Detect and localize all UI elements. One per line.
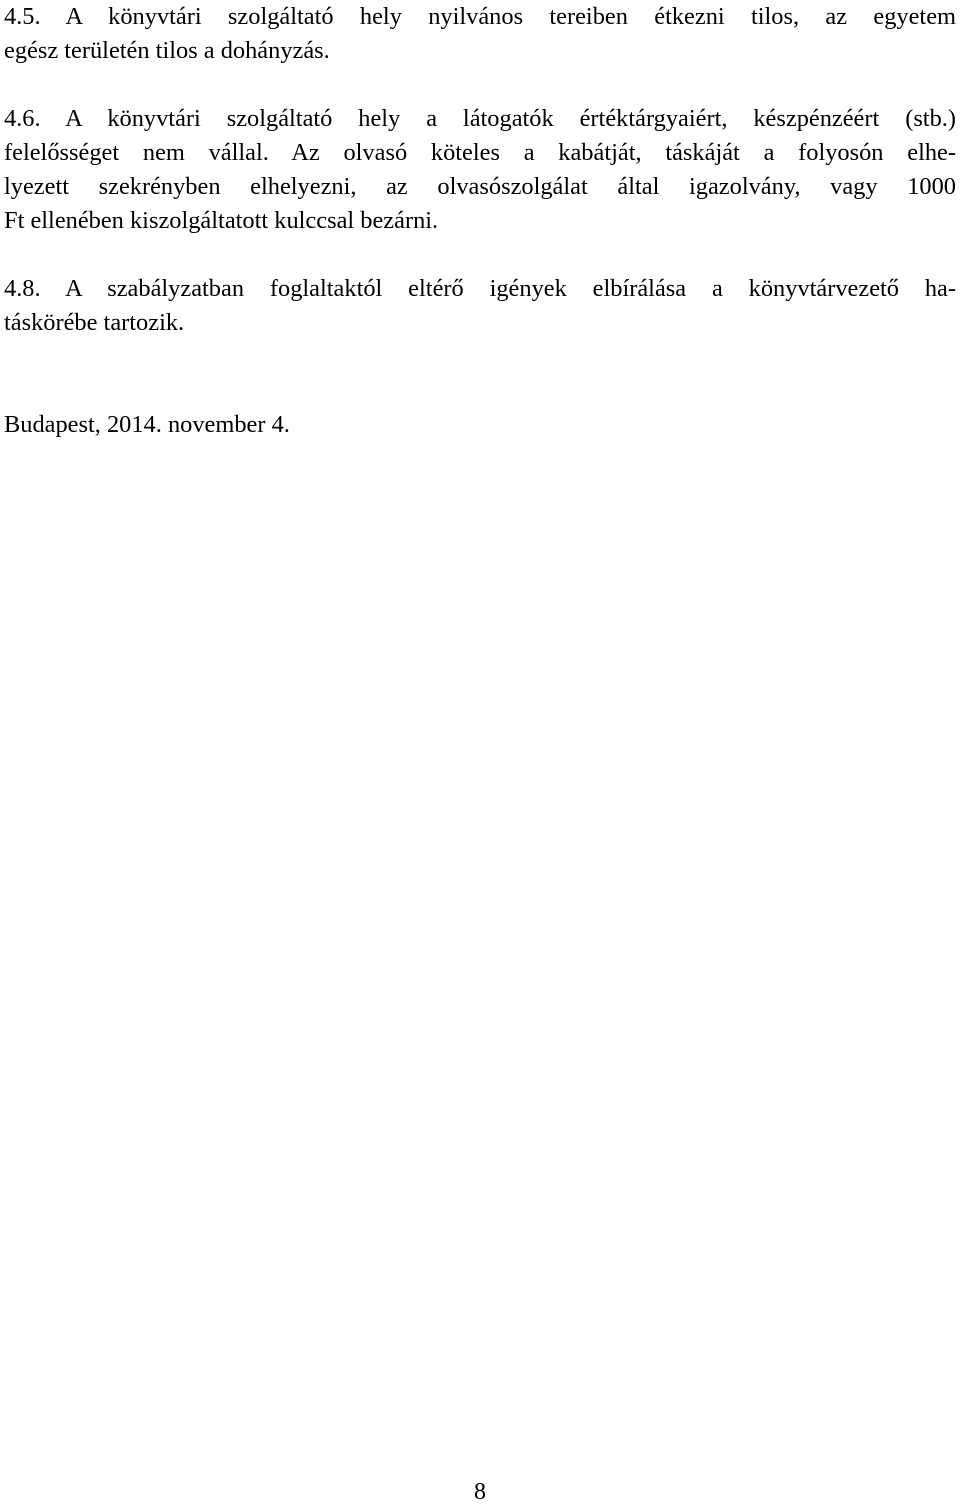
paragraph-line: lyezett szekrényben elhelyezni, az olvasószolgálat által igazolvány, vagy 1000 [4, 173, 956, 200]
page-number: 8 [474, 1479, 486, 1505]
paragraph-4-8 [4, 272, 956, 340]
paragraph-4-5 [4, 0, 956, 68]
paragraph-line: egész területén tilos a dohányzás. [4, 37, 330, 64]
paragraph-line: 4.5. A könyvtári szolgáltató hely nyilvános tereiben étkezni tilos, az egyetem [4, 3, 956, 30]
paragraph-4-6 [4, 102, 956, 238]
document-body [4, 0, 956, 442]
paragraph-line: Ft ellenében kiszolgáltatott kulccsal bezárni. [4, 207, 439, 234]
signoff-date: Budapest, 2014. november 4. [4, 411, 290, 438]
paragraph-line: 4.8. A szabályzatban foglaltaktól eltérő igények elbírálása a könyvtárvezető ha- [4, 275, 956, 302]
blank-line [4, 374, 956, 408]
paragraph-line: táskörébe tartozik. [4, 309, 185, 336]
paragraph-line: 4.6. A könyvtári szolgáltató hely a látogatók értéktárgyaiért, készpénzéért (stb.) [4, 105, 956, 132]
paragraph-line: felelősséget nem vállal. Az olvasó köteles a kabátját, táskáját a folyosón elhe- [4, 139, 956, 166]
